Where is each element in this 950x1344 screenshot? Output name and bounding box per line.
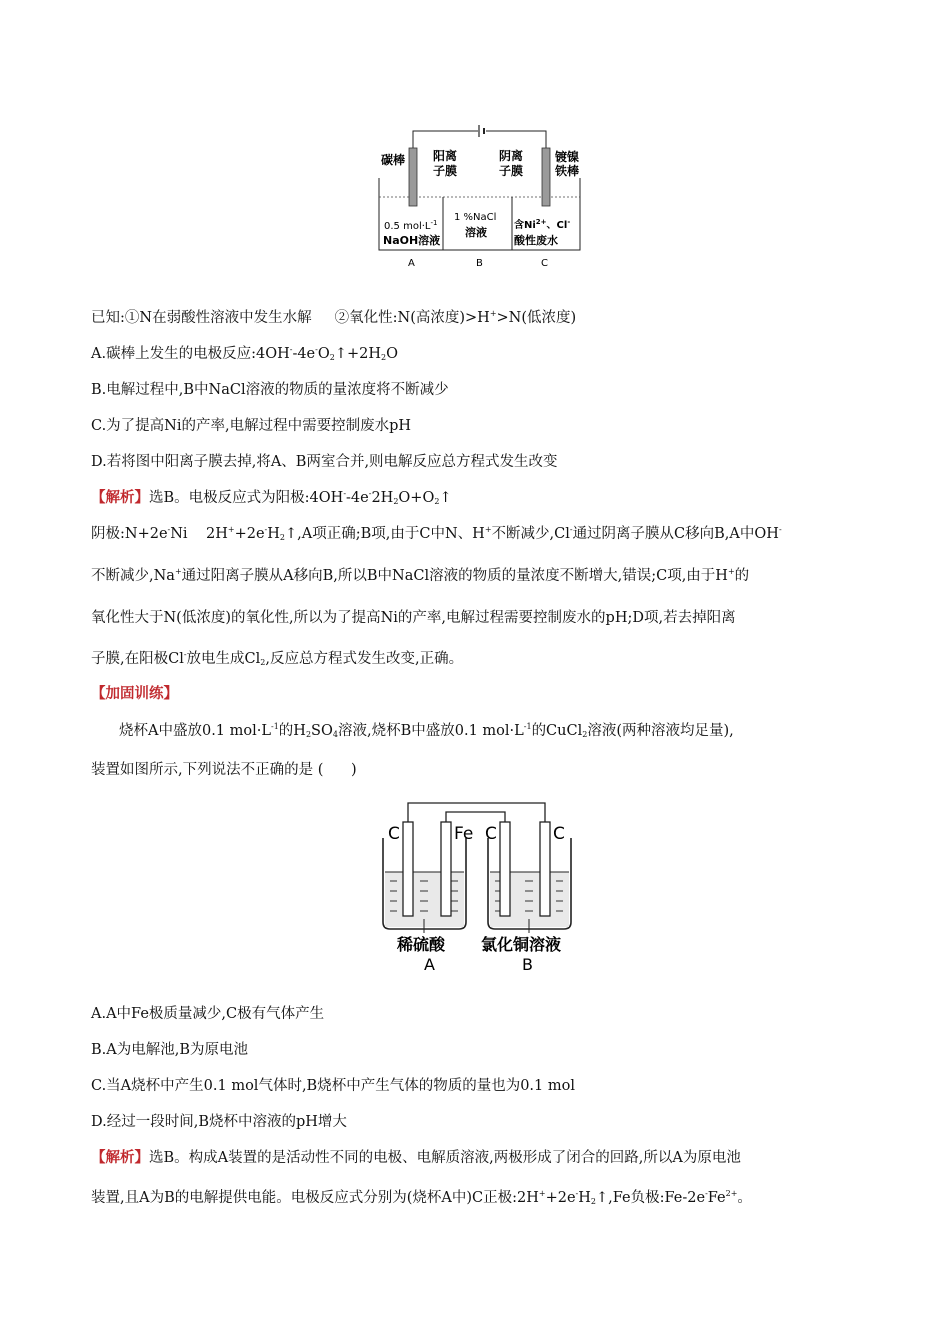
electrode-c1: [403, 822, 413, 916]
analysis-tag: 【解析】: [91, 489, 149, 506]
known-conditions: 已知:①N在弱酸性溶液中发生水解 ②氧化性:N(高浓度)>H+>N(低浓度): [91, 309, 577, 326]
beaker-b-label: 氯化铜溶液: [481, 935, 562, 954]
sol-c-text-1a: 含Ni: [514, 220, 536, 231]
carbon-rod: [409, 148, 417, 206]
analysis-tag-2: 【解析】: [91, 1149, 149, 1166]
q2-option-c: C.当A烧杯中产生0.1 mol气体时,B烧杯中产生气体的物质的量也为0.1 mol: [91, 1078, 575, 1094]
electrode-c2: [500, 822, 510, 916]
q1-option-c: C.为了提高Ni的产率,电解过程中需要控制废水pH: [91, 418, 412, 434]
label-carbon: 碳棒: [381, 153, 406, 167]
electrolysis-cell-figure: [0, 0, 950, 280]
beaker-b-letter: B: [522, 955, 533, 974]
sol-b-text-1: 1 %NaCl: [454, 212, 497, 223]
cation-membrane-label-2: 子膜: [433, 164, 458, 178]
q1-analysis-line-2: 阴极:N+2e-Ni $2H^++2e^-H_2↑,A$项正确;B项,由于C中N、H+不断减少,Cl-通过阴离子膜从C移向B,A中OH-: [91, 525, 782, 542]
sol-c-sup-2: -: [567, 218, 571, 226]
q1-analysis-line-1: 【解析】选B。电极反应式为阳极$:4OH^--4e^-2H_2O+O_2↑$: [91, 489, 452, 506]
q2-stem-line-1: 烧杯A中盛放0.1 $mol\cdot L^{-1}$的$H_2SO_4$溶液,烧杯B中盛放0.1 $mol\cdot L^{-1}$的CuCl$_2$溶液(两种溶液均足量),: [119, 722, 734, 739]
label-nickel-1: 镀镍: [555, 150, 580, 164]
q1-analysis-line-3: 不断减少,Na+通过阳离子膜从A移向B,所以B中NaCl溶液的物质的量浓度不断增大,错误;C项,由于H+的: [91, 567, 750, 584]
cation-membrane-label-1: 阳离: [433, 149, 458, 163]
q1-analysis-line-4: 氧化性大于N(低浓度)的氧化性,所以为了提高Ni的产率,电解过程需要控制废水的pH;D项,若去掉阳离: [91, 610, 736, 626]
q2-stem-line-2: 装置如图所示,下列说法不正确的是 ( ): [91, 762, 357, 778]
q2-option-b: B.A为电解池,B为原电池: [91, 1042, 248, 1058]
sol-b-text-2: 溶液: [465, 226, 487, 239]
label-nickel-2: 铁棒: [555, 164, 580, 178]
two-beakers-figure: [0, 790, 950, 990]
nickel-plated-iron-rod: [542, 148, 550, 206]
q2-option-a: A.A中Fe极质量减少,C极有气体产生: [91, 1006, 325, 1022]
reinforcement-training-tag: 【加固训练】: [91, 685, 178, 702]
sol-c-sup-1: 2+: [535, 218, 547, 226]
anion-membrane-label-1: 阴离: [499, 149, 524, 163]
label-c2: C: [485, 824, 497, 844]
beaker-a-letter: A: [424, 955, 435, 974]
q1-option-b: B.电解过程中,B中NaCl溶液的物质的量浓度将不断减少: [91, 382, 449, 398]
electrode-fe: [441, 822, 451, 916]
electrode-c3: [540, 822, 550, 916]
sol-c-text-1b: 、Cl: [546, 220, 568, 231]
svg-text:0.5 mol·L-1: [384, 219, 437, 232]
label-c1: C: [388, 824, 400, 844]
q1-option-a: A.碳棒上发生的电极反应$:4OH^--4e^-O_2↑+2H_2O$: [91, 345, 398, 362]
chamber-b-label: B: [476, 258, 483, 269]
q2-analysis-line-2: 装置,且A为B的电解提供电能。电极反应式分别为(烧杯A中)C正极$:2H^++2e^-H_2↑,Fe$负极$:Fe-2e^-Fe^{2+}$。: [91, 1189, 752, 1206]
q2-option-d: D.经过一段时间,B烧杯中溶液的pH增大: [91, 1114, 347, 1130]
sol-c-text-2: 酸性废水: [514, 234, 558, 247]
q1-option-d: D.若将图中阳离子膜去掉,将A、B两室合并,则电解反应总方程式发生改变: [91, 454, 558, 470]
q1-analysis-line-5: 子膜,在阳极Cl-放电生成$Cl_2$,反应总方程式发生改变,正确。: [91, 650, 464, 667]
chamber-c-label: C: [541, 258, 548, 269]
beaker-a-label: 稀硫酸: [397, 935, 446, 954]
label-fe: Fe: [454, 824, 474, 844]
label-c3: C: [553, 824, 565, 844]
sol-a-text: 0.5 mol·L: [384, 221, 431, 232]
svg-text:含Ni2+、Cl-: [514, 218, 570, 231]
chamber-a-label: A: [408, 258, 415, 269]
sol-a-text-2: NaOH溶液: [383, 234, 441, 247]
anion-membrane-label-2: 子膜: [499, 164, 524, 178]
sol-a-sup: -1: [430, 219, 438, 227]
q2-analysis-line-1: 【解析】选B。构成A装置的是活动性不同的电极、电解质溶液,两极形成了闭合的回路,所以A为原电池: [91, 1149, 741, 1166]
